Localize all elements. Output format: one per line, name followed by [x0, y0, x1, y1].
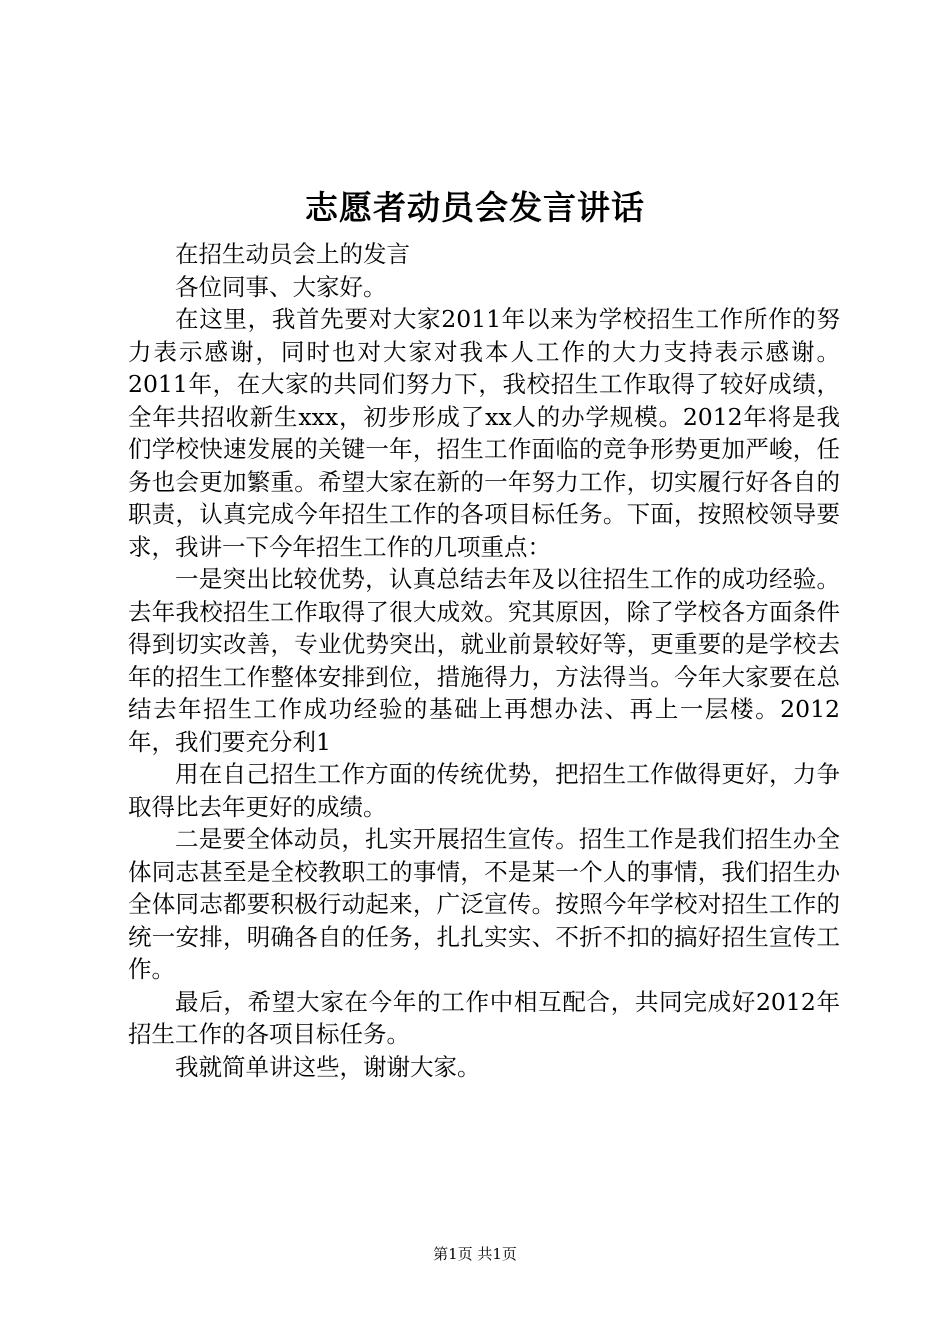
paragraph-closing: 最后，希望大家在今年的工作中相互配合，共同完成好2012年招生工作的各项目标任务。 [128, 987, 840, 1048]
document-body [128, 238, 840, 1083]
paragraph-point-two: 二是要全体动员，扎实开展招生宣传。招生工作是我们招生办全体同志甚至是全校教职工的事情，不是某一个人的事情，我们招生办全体同志都要积极行动起来，广泛宣传。按照今年学校对招生工作的统一安排，明确各自的任务，扎扎实实、不折不扣的搞好招生宣传工作。 [128, 825, 840, 983]
paragraph-point-one: 一是突出比较优势，认真总结去年及以往招生工作的成功经验。去年我校招生工作取得了很大成效。究其原因，除了学校各方面条件得到切实改善，专业优势突出，就业前景较好等，更重要的是学校去年的招生工作整体安排到位，措施得力，方法得当。今年大家要在总结去年招生工作成功经验的基础上再想办法、再上一层楼。2012年，我们要充分利1 [128, 565, 840, 756]
page-number-footer: 第1页 共1页 [433, 1245, 517, 1263]
paragraph-subtitle: 在招生动员会上的发言 [175, 240, 410, 268]
paragraph-thanks: 我就简单讲这些，谢谢大家。 [175, 1052, 481, 1081]
document-title: 志愿者动员会发言讲话 [305, 188, 645, 227]
paragraph-intro: 在这里，我首先要对大家2011年以来为学校招生工作所作的努力表示感谢，同时也对大家对我本人工作的大力支持表示感谢。2011年，在大家的共同们努力下，我校招生工作取得了较好成绩，全年共招收新生xxx，初步形成了xx人的办学规模。2012年将是我们学校快速发展的关键一年，招生工作面临的竞争形势更加严峻，任务也会更加繁重。希望大家在新的一年努力工作，切实履行好各自的职责，认真完成今年招生工作的各项目标任务。下面，按照校领导要求，我讲一下今年招生工作的几项重点： [128, 305, 840, 561]
paragraph-greeting: 各位同事、大家好。 [175, 272, 387, 301]
paragraph-point-one-continued: 用在自己招生工作方面的传统优势，把招生工作做得更好，力争取得比去年更好的成绩。 [128, 760, 840, 821]
